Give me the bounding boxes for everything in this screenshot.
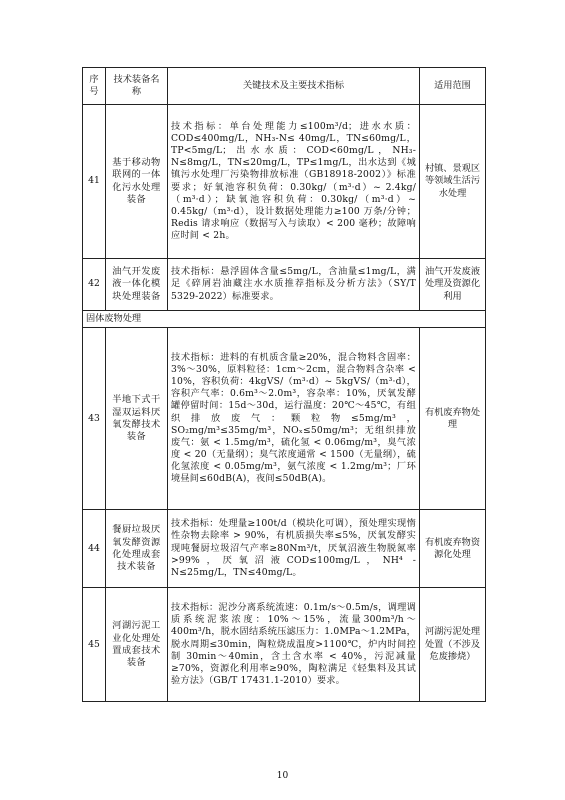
header-tech: 关键技术及主要技术指标 [168,68,420,105]
row-no: 41 [83,105,106,259]
row-tech: 技术指标：泥沙分离系统流速：0.1m/s～0.5m/s，调理调质系统泥浆浓度：10%～15%，流量300m³/h～400m³/h，脱水固结系统压滤压力：1.0MPa～1.2MPa，脱水周期≤30min，陶粒烧成温度>1100℃，炉内时间控制 30min～40min，含土含水率 < 40%，污泥减量≥70%，资源化利用率≥90%，陶粒满足《轻集料及其试验方法》（GB/T 17431.1-2010）要求。 [168,588,420,702]
row-no: 43 [83,328,106,510]
row-name: 半地下式干湿双运料厌氧发酵技术装备 [106,328,168,510]
row-name: 河湖污泥工业化处理处置成套技术装备 [106,588,168,702]
row-name: 油气开发废液一体化模块处理装备 [106,259,168,311]
row-tech: 技术指标：悬浮固体含量≤5mg/L，含油量≤1mg/L，满足《碎屑岩油藏注水水质推荐指标及分析方法》（SY/T 5329-2022）标准要求。 [168,259,420,311]
header-name: 技术装备名称 [106,68,168,105]
header-scope: 适用范围 [420,68,486,105]
table-row [83,588,486,702]
row-scope: 油气开发废液处理及资源化利用 [420,259,486,311]
section-row [83,311,486,328]
row-tech: 技术指标：进料的有机质含量≥20%，混合物料含固率：3%～30%，原料粒径：1cm～2cm，混合物料含杂率 < 10%，容积负荷：4kgVS/（m³·d）~ 5kgVS/（m³·d），容积产气率：0.6m³～2.0m³，容杂率：10%，厌氧发酵罐停留时间：15d～30d，运行温度：20℃～45℃，有组织排放废气：颗粒物≤5mg/m³，SO₂mg/m³≤35mg/m³，NOₓ≤50mg/m³；无组织排放废气：氨 < 1.5mg/m³，硫化氢 < 0.06mg/m³，臭气浓度 < 20（无量纲）；臭气浓度通常 < 1500（无量纲），硫化氢浓度 < 0.05mg/m³，氨气浓度 < 1.2mg/m³；厂环境昼间≤60dB(A)，夜间≤50dB(A)。 [168,328,420,510]
row-tech: 技术指标：单台处理能力≤100m³/d；进水水质：COD≤400mg/L，NH₃-N≤ 40mg/L，TN≤60mg/L，TP<5mg/L；出水水质：COD<60mg/L，NH₃-N≤8mg/L，TN≤20mg/L，TP≤1mg/L，出水达到《城镇污水处理厂污染物排放标准（GB18918-2002）》标准要求；好氧池容积负荷：0.30kg/（m³·d）~ 2.4kg/（m³·d）；缺氧池容积负荷：0.30kg/（m³·d）~ 0.45kg/（m³·d），设计数据处理能力≥100 万条/分钟；Redis 请求响应（数据写入与读取）< 200 毫秒；故障响应时间 < 2h。 [168,105,420,259]
row-name: 基于移动物联网的一体化污水处理装备 [106,105,168,259]
row-tech: 技术指标：处理量≥100t/d（模块化可调），预处理实现惰性杂物去除率 > 90%，有机质损失率≤5%，厌氧发酵实现吨餐厨垃圾沼气产率≥80Nm³/t，厌氧沼液生物脱氮率 >99%，厌氧沼液COD≤100mg/L，NH⁴ -N≤25mg/L，TN≤40mg/L。 [168,510,420,588]
section-title: 固体废物处理 [83,311,486,328]
table-row [83,328,486,510]
equipment-table [82,67,486,702]
row-scope: 河湖污泥处理处置（不涉及危废掺烧） [420,588,486,702]
table-row [83,259,486,311]
table-header-row [83,68,486,105]
row-no: 42 [83,259,106,311]
row-scope: 有机废弃物资源化处理 [420,510,486,588]
page-number: 10 [276,771,289,781]
row-no: 45 [83,588,106,702]
row-scope: 有机废弃物处理 [420,328,486,510]
row-name: 餐厨垃圾厌氧发酵资源化处理成套技术装备 [106,510,168,588]
row-no: 44 [83,510,106,588]
table-row [83,510,486,588]
row-scope: 村镇、景观区等领域生活污水处理 [420,105,486,259]
table-row [83,105,486,259]
header-no: 序号 [83,68,106,105]
